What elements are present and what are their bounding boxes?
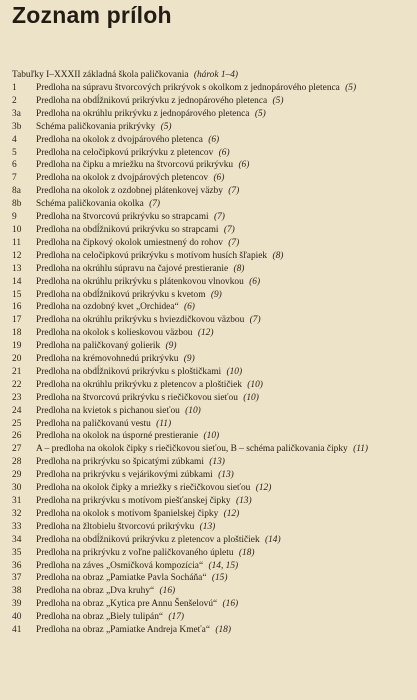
item-number: 36 [12,560,22,571]
item-number: 23 [12,392,22,403]
item-number: 4 [12,134,17,145]
item-title: Schéma paličkovania prikrývky [36,121,156,132]
list-item [0,159,417,172]
list-item [0,198,417,211]
item-text [36,405,417,418]
item-text [36,211,417,224]
item-title: Predloha na obdĺžnikovú prikrývku so strapcami [36,224,219,235]
item-text [36,147,417,160]
item-text [36,598,417,611]
item-number: 38 [12,586,22,597]
item-number: 27 [12,444,22,455]
item-number: 39 [12,599,22,610]
item-number: 1 [12,83,17,93]
item-page: (16) [222,599,239,610]
list-item [0,353,417,366]
list-item [0,560,417,573]
item-text [36,521,417,534]
item-text [36,353,417,366]
item-page: (7) [228,237,240,248]
item-text [36,314,417,327]
item-text [36,108,417,121]
item-title: Predloha na prikrývku z voľne paličkovaného úpletu [36,547,234,558]
item-title: Predloha na obdĺžnikovú prikrývku s ploštičkami [36,366,222,377]
item-title: Predloha na obraz „Pamiatke Andreja Kmeťa“ [36,625,210,636]
item-page: (17) [168,612,185,623]
item-page: (5) [160,121,172,132]
item-page: (11) [156,418,172,429]
item-number: 7 [12,173,17,184]
item-page: (6) [213,173,225,184]
list-item [0,418,417,431]
list-item [0,392,417,405]
item-title: Predloha na obraz „Pamiatke Pavla Socháňa“ [36,573,207,584]
list-item [0,95,417,108]
item-title: Predloha na prikrývku s motívom piešťanskej čipky [36,496,231,506]
item-text [36,185,417,198]
item-number: 12 [12,250,22,261]
list-item [0,508,417,521]
list-item [0,521,417,534]
item-title: Predloha na obraz „Dva kruhy“ [36,586,155,597]
item-page: (6) [218,147,230,158]
list-item [0,237,417,250]
item-text [36,572,417,585]
item-page: (10) [247,379,263,390]
item-text [36,301,417,314]
item-page: (8) [233,263,245,274]
list-item [0,495,417,508]
item-page: (5) [254,108,266,119]
item-page: (9) [183,354,195,365]
item-page: (12) [197,328,214,339]
item-text [36,263,417,276]
item-text [36,289,417,302]
item-text [36,379,417,392]
list-item [0,534,417,547]
item-page: (16) [159,586,176,597]
item-page: (6) [184,302,195,313]
item-number: 16 [12,302,22,313]
item-text [36,134,417,147]
item-title: Predloha na obdĺžnikovú prikrývku s kvetom [36,289,206,300]
item-title: Predloha na paličkovaný golierik [36,341,161,352]
item-text [36,82,417,95]
item-page: (11) [353,444,369,455]
item-page: (7) [149,199,161,210]
item-title: Predloha na okolok z ozdobnej plátenkovej väzby [36,186,223,197]
item-text [36,198,417,211]
item-text [36,172,417,185]
item-text [36,560,417,573]
item-title: Predloha na okolok z dvojpárových pletencov [36,173,209,184]
item-text [36,327,417,340]
item-text [36,237,417,250]
item-title: Predloha na obdĺžnikovú prikrývku z pletencov a ploštičiek [36,534,260,545]
item-title: Predloha na záves „Osmičková kompozícia“ [36,560,204,571]
item-number: 17 [12,315,22,326]
item-number: 3a [12,108,21,119]
list-item [0,585,417,598]
item-title: Predloha na celočipkovú prikrývku z pletencov [36,147,214,158]
item-number: 28 [12,457,22,468]
list-item [0,224,417,237]
item-title: Predloha na čipku a mriežku na štvorcovú prikrývku [36,160,234,171]
list-item [0,121,417,134]
item-text [36,159,417,172]
item-number: 40 [12,612,22,623]
item-number: 2 [12,95,17,106]
item-number: 10 [12,224,22,235]
item-page: (10) [226,366,243,377]
item-title: Predloha na kvietok s pichanou sieťou [36,405,180,416]
item-text [36,392,417,405]
item-number: 8a [12,186,21,197]
item-page: (9) [165,341,177,352]
item-number: 20 [12,354,22,365]
item-text [36,469,417,482]
item-page: (18) [215,625,231,636]
item-page: (10) [185,405,201,416]
item-page: (7) [228,186,240,197]
item-number: 19 [12,341,22,352]
item-text [36,121,417,134]
intro-text: Tabuľky I–XXXII základná škola paličkovania [12,70,189,80]
list-item [0,211,417,224]
item-text [36,366,417,379]
item-title: Predloha na čipkový okolok umiestnený do rohov [36,237,223,248]
list-item [0,482,417,495]
list-item [0,289,417,302]
item-text [36,340,417,353]
item-page: (9) [210,289,222,300]
item-title: Predloha na okrúhlu prikrývku z jednopárového pletenca [36,108,250,119]
list-item [0,172,417,185]
item-text [36,585,417,598]
item-text [36,224,417,237]
item-number: 35 [12,547,22,558]
item-page: (13) [235,496,252,506]
list-item [0,469,417,482]
item-title: Predloha na obdĺžnikovú prikrývku z jednopárového pletenca [36,95,268,106]
item-text [36,482,417,495]
item-page: (6) [249,276,261,287]
item-page: (13) [209,457,225,468]
item-page: (13) [199,521,216,532]
item-number: 41 [12,625,22,636]
list-item [0,366,417,379]
item-page: (13) [218,470,234,481]
item-text [36,430,417,443]
item-page: (10) [243,392,259,403]
item-number: 26 [12,431,22,442]
item-number: 31 [12,496,22,506]
item-title: Predloha na štvorcovú prikrývku so strapcami [36,212,209,223]
item-page: (10) [203,431,220,442]
list-item [0,611,417,624]
list-item [0,276,417,289]
list-item [0,624,417,637]
item-title: Predloha na prikrývku s vejárikovými zúbkami [36,470,213,481]
item-number: 37 [12,573,22,584]
item-page: (14) [264,534,281,545]
item-title: Predloha na prikrývku so špicatými zúbkami [36,457,204,468]
item-title: Predloha na okolok s motívom španielskej čipky [36,508,219,519]
list-item [0,327,417,340]
item-page: (5) [272,95,284,106]
item-number: 18 [12,328,22,339]
item-text [36,250,417,263]
item-number: 5 [12,147,17,158]
appendix-list [0,82,417,637]
item-title: A – predloha na okolok čipky s riečičkovou sieťou, B – schéma paličkovania čipky [36,444,348,455]
item-page: (12) [255,483,272,494]
item-title: Predloha na okolok čipky a mriežky s riečičkovou sieťou [36,483,251,494]
item-page: (12) [223,508,240,519]
item-number: 22 [12,379,22,390]
list-item [0,379,417,392]
item-title: Predloha na žltobielu štvorcovú prikrývku [36,521,195,532]
item-page: (8) [272,250,284,261]
list-item [0,456,417,469]
item-title: Predloha na súpravu štvorcových prikrývok s okolkom z jednopárového pletenca [36,83,340,93]
list-item [0,405,417,418]
item-title: Predloha na štvorcovú prikrývku s riečičkovou sieťou [36,392,238,403]
item-page: (7) [249,315,261,326]
list-item [0,314,417,327]
page-title: Zoznam príloh [12,2,172,28]
item-title: Predloha na okrúhlu prikrývku s hviezdičkovou väzbou [36,315,245,326]
item-text [36,547,417,560]
item-number: 32 [12,508,22,519]
item-title: Predloha na okrúhlu súpravu na čajové prestieranie [36,263,229,274]
item-title: Predloha na obraz „Biely tulipán“ [36,612,164,623]
item-title: Predloha na paličkovanú vestu [36,418,151,429]
item-number: 30 [12,483,22,494]
item-page: (15) [211,573,228,584]
list-item [0,301,417,314]
item-text [36,418,417,431]
item-number: 21 [12,366,22,377]
item-text [36,624,417,637]
list-item [0,250,417,263]
item-number: 24 [12,405,22,416]
item-page: (7) [223,224,235,235]
intro-page: (hárok 1–4) [193,70,239,80]
item-number: 3b [12,121,22,132]
item-number: 11 [12,237,22,248]
item-title: Predloha na krémovohnedú prikrývku [36,354,179,365]
item-number: 8b [12,199,22,210]
item-text [36,276,417,289]
item-number: 25 [12,418,22,429]
item-page: (7) [213,212,225,223]
list-item [0,263,417,276]
item-number: 14 [12,276,22,287]
item-title: Schéma paličkovania okolka [36,199,144,210]
list-item [0,598,417,611]
item-text [36,508,417,521]
item-number: 29 [12,470,22,481]
list-item [0,572,417,585]
item-title: Predloha na okolok s kolieskovou väzbou [36,328,193,339]
item-number: 6 [12,160,17,171]
item-title: Predloha na ozdobný kvet „Orchidea“ [36,302,179,313]
list-item [0,108,417,121]
item-page: (18) [238,547,255,558]
item-text [36,456,417,469]
item-page: (6) [238,160,250,171]
item-title: Predloha na okolok na úsporné prestieranie [36,431,199,442]
item-number: 34 [12,534,22,545]
list-item [0,443,417,456]
item-title: Predloha na obraz „Kytica pre Annu Šenšelovú“ [36,599,218,610]
item-number: 33 [12,521,22,532]
list-item [0,134,417,147]
item-title: Predloha na okrúhlu prikrývku z pletencov a ploštičiek [36,379,242,390]
item-text [36,95,417,108]
item-number: 13 [12,263,22,274]
item-number: 9 [12,212,17,223]
item-text [36,443,417,456]
item-text [36,534,417,547]
list-item [0,430,417,443]
item-page: (6) [208,134,220,145]
list-item [0,147,417,160]
list-item [0,547,417,560]
list-item [0,82,417,95]
item-text [36,495,417,508]
list-item [0,340,417,353]
item-number: 15 [12,289,22,300]
item-title: Predloha na okrúhlu prikrývku s plátenkovou vlnovkou [36,276,244,287]
item-text [36,611,417,624]
item-title: Predloha na okolok z dvojpárového pletenca [36,134,203,145]
item-page: (14, 15) [208,560,239,571]
item-title: Predloha na celočipkovú prikrývku s motívom husích šľapiek [36,250,268,261]
list-item [0,185,417,198]
item-page: (5) [345,83,357,93]
intro-line [12,69,407,82]
